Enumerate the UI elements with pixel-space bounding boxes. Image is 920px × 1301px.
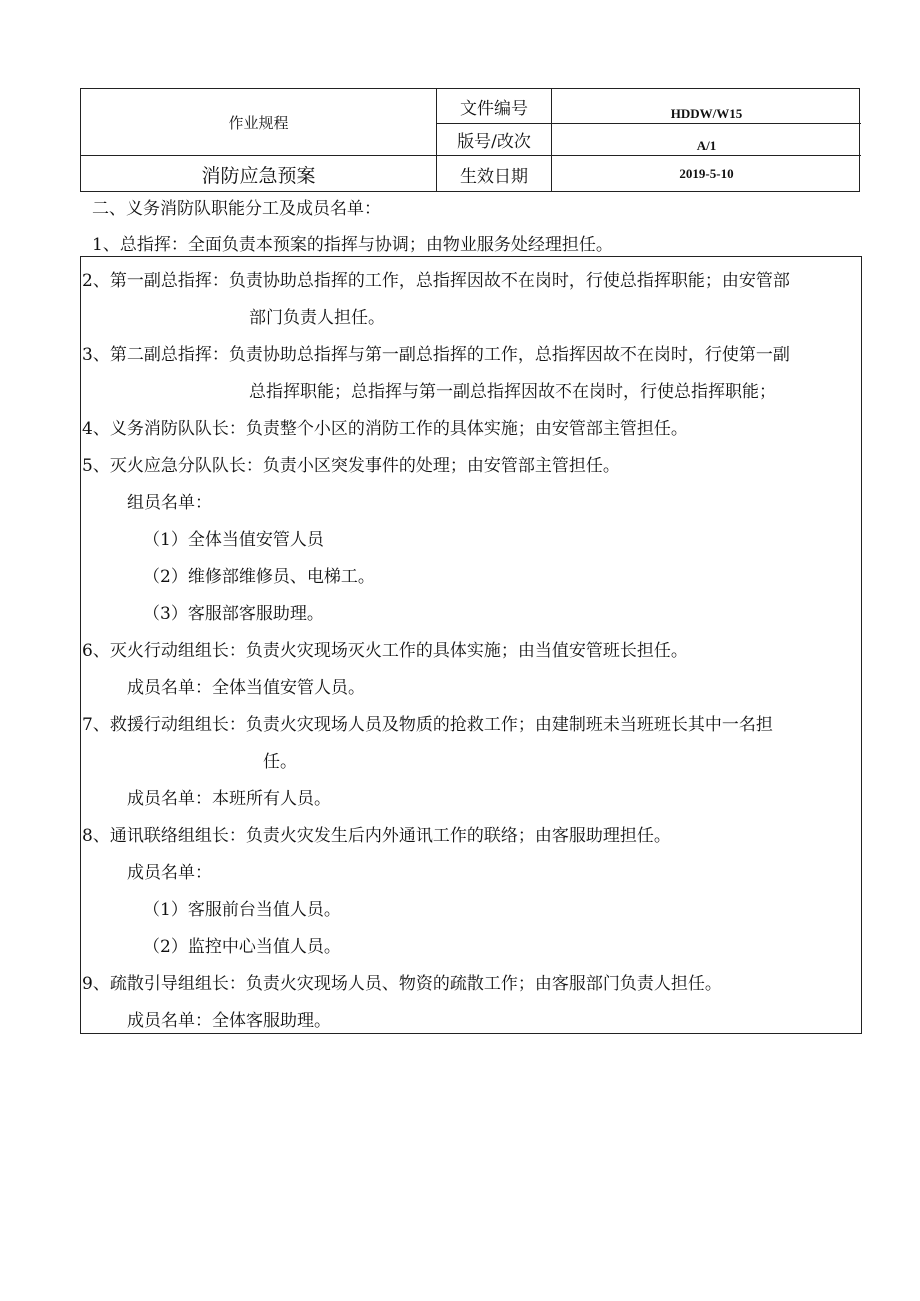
list-item: 2、第一副总指挥：负责协助总指挥的工作，总指挥因故不在岗时，行使总指挥职能；由安管部 bbox=[82, 271, 790, 291]
section-title: 二、义务消防队职能分工及成员名单： bbox=[92, 199, 381, 219]
member-item: （1）全体当值安管人员 bbox=[143, 530, 324, 550]
list-item: 9、疏散引导组组长：负责火灾现场人员、物资的疏散工作；由客服部门负责人担任。 bbox=[82, 974, 722, 994]
members-heading: 成员名单： bbox=[127, 863, 212, 883]
date-label: 生效日期 bbox=[460, 166, 528, 187]
list-item: 1、总指挥：全面负责本预案的指挥与协调；由物业服务处经理担任。 bbox=[92, 235, 613, 255]
list-item-continuation: 部门负责人担任。 bbox=[249, 308, 385, 328]
members-line: 成员名单：全体当值安管人员。 bbox=[127, 678, 365, 698]
list-item: 8、通讯联络组组长：负责火灾发生后内外通讯工作的联络；由客服助理担任。 bbox=[82, 826, 671, 846]
list-item: 4、义务消防队队长：负责整个小区的消防工作的具体实施；由安管部主管担任。 bbox=[82, 419, 688, 439]
member-item: （3）客服部客服助理。 bbox=[143, 604, 324, 624]
version-label: 版号/改次 bbox=[457, 132, 531, 152]
list-item: 7、救援行动组组长：负责火灾现场人员及物质的抢救工作；由建制班未当班班长其中一名担 bbox=[82, 715, 773, 735]
member-item: （1）客服前台当值人员。 bbox=[143, 900, 341, 920]
member-item: （2）监控中心当值人员。 bbox=[143, 937, 341, 957]
list-item: 5、灭火应急分队队长：负责小区突发事件的处理；由安管部主管担任。 bbox=[82, 456, 620, 476]
list-item: 6、灭火行动组组长：负责火灾现场灭火工作的具体实施；由当值安管班长担任。 bbox=[82, 641, 688, 661]
version-value: A/1 bbox=[696, 137, 717, 153]
date-value: 2019-5-10 bbox=[679, 166, 734, 181]
list-item-continuation: 总指挥职能；总指挥与第一副总指挥因故不在岗时，行使总指挥职能； bbox=[249, 382, 776, 402]
members-heading: 组员名单： bbox=[127, 493, 212, 513]
member-item: （2）维修部维修员、电梯工。 bbox=[143, 567, 375, 587]
doc-title: 消防应急预案 bbox=[201, 164, 316, 187]
doc-category: 作业规程 bbox=[228, 113, 289, 132]
file-no-value: HDDW/W15 bbox=[670, 106, 743, 121]
document-header-table bbox=[80, 88, 860, 192]
list-item: 3、第二副总指挥：负责协助总指挥与第一副总指挥的工作，总指挥因故不在岗时，行使第一副 bbox=[82, 345, 790, 365]
list-item-continuation: 任。 bbox=[263, 752, 297, 772]
file-no-label: 文件编号 bbox=[460, 98, 528, 119]
members-line: 成员名单：全体客服助理。 bbox=[127, 1011, 331, 1031]
members-line: 成员名单：本班所有人员。 bbox=[127, 789, 331, 809]
